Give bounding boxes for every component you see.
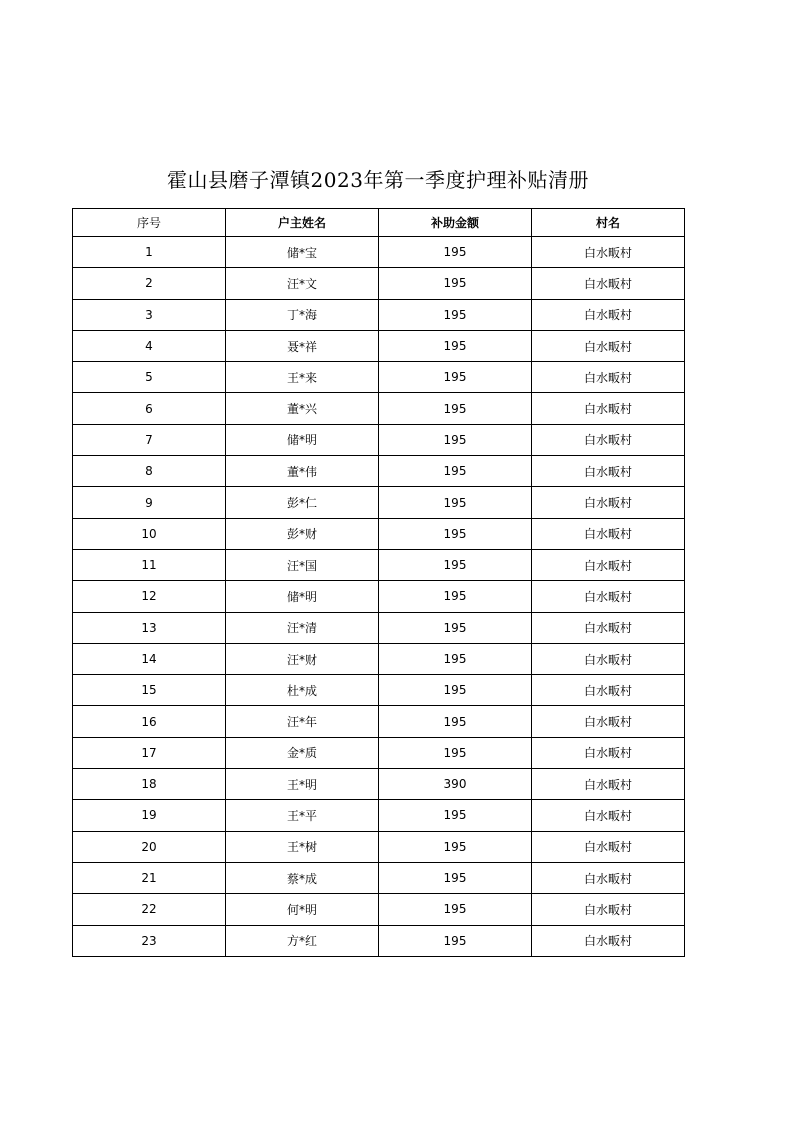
cell-village: 白水畈村 bbox=[532, 268, 685, 299]
cell-village: 白水畈村 bbox=[532, 769, 685, 800]
cell-village: 白水畈村 bbox=[532, 518, 685, 549]
table-body bbox=[73, 237, 685, 957]
cell-index: 11 bbox=[73, 549, 226, 580]
table-row bbox=[73, 800, 685, 831]
cell-village: 白水畈村 bbox=[532, 299, 685, 330]
cell-index: 23 bbox=[73, 925, 226, 956]
cell-index: 8 bbox=[73, 456, 226, 487]
table-row bbox=[73, 831, 685, 862]
cell-village: 白水畈村 bbox=[532, 330, 685, 361]
cell-household-head: 董*兴 bbox=[226, 393, 379, 424]
cell-village: 白水畈村 bbox=[532, 675, 685, 706]
cell-household-head: 聂*祥 bbox=[226, 330, 379, 361]
cell-village: 白水畈村 bbox=[532, 706, 685, 737]
cell-index: 22 bbox=[73, 894, 226, 925]
header-village: 村名 bbox=[532, 209, 685, 237]
cell-household-head: 王*平 bbox=[226, 800, 379, 831]
cell-household-head: 王*树 bbox=[226, 831, 379, 862]
cell-household-head: 蔡*成 bbox=[226, 862, 379, 893]
table-row bbox=[73, 737, 685, 768]
table-header bbox=[73, 209, 685, 237]
cell-index: 16 bbox=[73, 706, 226, 737]
cell-household-head: 杜*成 bbox=[226, 675, 379, 706]
header-row bbox=[73, 209, 685, 237]
cell-household-head: 储*明 bbox=[226, 581, 379, 612]
table-row bbox=[73, 894, 685, 925]
cell-household-head: 彭*财 bbox=[226, 518, 379, 549]
cell-village: 白水畈村 bbox=[532, 393, 685, 424]
cell-subsidy-amount: 195 bbox=[379, 299, 532, 330]
cell-village: 白水畈村 bbox=[532, 894, 685, 925]
table-row bbox=[73, 518, 685, 549]
cell-household-head: 董*伟 bbox=[226, 456, 379, 487]
cell-household-head: 金*质 bbox=[226, 737, 379, 768]
cell-household-head: 彭*仁 bbox=[226, 487, 379, 518]
subsidy-roster-table bbox=[72, 208, 685, 957]
cell-household-head: 丁*海 bbox=[226, 299, 379, 330]
header-index: 序号 bbox=[73, 209, 226, 237]
cell-index: 14 bbox=[73, 643, 226, 674]
cell-subsidy-amount: 195 bbox=[379, 675, 532, 706]
table-row bbox=[73, 330, 685, 361]
table-row bbox=[73, 612, 685, 643]
cell-village: 白水畈村 bbox=[532, 643, 685, 674]
cell-index: 7 bbox=[73, 424, 226, 455]
table-row bbox=[73, 769, 685, 800]
cell-subsidy-amount: 195 bbox=[379, 831, 532, 862]
cell-household-head: 汪*财 bbox=[226, 643, 379, 674]
cell-village: 白水畈村 bbox=[532, 612, 685, 643]
cell-index: 3 bbox=[73, 299, 226, 330]
cell-household-head: 汪*清 bbox=[226, 612, 379, 643]
cell-subsidy-amount: 195 bbox=[379, 424, 532, 455]
header-household-head: 户主姓名 bbox=[226, 209, 379, 237]
cell-household-head: 何*明 bbox=[226, 894, 379, 925]
cell-village: 白水畈村 bbox=[532, 237, 685, 268]
table-row bbox=[73, 581, 685, 612]
cell-subsidy-amount: 195 bbox=[379, 737, 532, 768]
cell-village: 白水畈村 bbox=[532, 831, 685, 862]
cell-subsidy-amount: 195 bbox=[379, 330, 532, 361]
cell-household-head: 汪*年 bbox=[226, 706, 379, 737]
cell-index: 9 bbox=[73, 487, 226, 518]
document-title: 霍山县磨子潭镇2023年第一季度护理补贴清册 bbox=[167, 168, 589, 192]
cell-subsidy-amount: 195 bbox=[379, 268, 532, 299]
cell-village: 白水畈村 bbox=[532, 800, 685, 831]
cell-subsidy-amount: 195 bbox=[379, 706, 532, 737]
cell-index: 13 bbox=[73, 612, 226, 643]
cell-village: 白水畈村 bbox=[532, 581, 685, 612]
table-row bbox=[73, 362, 685, 393]
cell-village: 白水畈村 bbox=[532, 549, 685, 580]
cell-village: 白水畈村 bbox=[532, 362, 685, 393]
cell-index: 6 bbox=[73, 393, 226, 424]
cell-index: 21 bbox=[73, 862, 226, 893]
cell-subsidy-amount: 195 bbox=[379, 894, 532, 925]
table-row bbox=[73, 424, 685, 455]
cell-subsidy-amount: 195 bbox=[379, 518, 532, 549]
cell-subsidy-amount: 195 bbox=[379, 456, 532, 487]
cell-subsidy-amount: 195 bbox=[379, 393, 532, 424]
cell-subsidy-amount: 195 bbox=[379, 612, 532, 643]
cell-index: 17 bbox=[73, 737, 226, 768]
table-row bbox=[73, 643, 685, 674]
cell-index: 2 bbox=[73, 268, 226, 299]
cell-subsidy-amount: 195 bbox=[379, 362, 532, 393]
cell-index: 10 bbox=[73, 518, 226, 549]
cell-index: 18 bbox=[73, 769, 226, 800]
cell-village: 白水畈村 bbox=[532, 862, 685, 893]
table-row bbox=[73, 456, 685, 487]
cell-household-head: 汪*文 bbox=[226, 268, 379, 299]
cell-index: 19 bbox=[73, 800, 226, 831]
table-row bbox=[73, 487, 685, 518]
cell-household-head: 储*明 bbox=[226, 424, 379, 455]
cell-village: 白水畈村 bbox=[532, 737, 685, 768]
cell-household-head: 王*来 bbox=[226, 362, 379, 393]
cell-subsidy-amount: 195 bbox=[379, 643, 532, 674]
cell-index: 4 bbox=[73, 330, 226, 361]
cell-village: 白水畈村 bbox=[532, 424, 685, 455]
cell-household-head: 汪*国 bbox=[226, 549, 379, 580]
cell-index: 20 bbox=[73, 831, 226, 862]
cell-subsidy-amount: 195 bbox=[379, 800, 532, 831]
cell-index: 1 bbox=[73, 237, 226, 268]
table-row bbox=[73, 862, 685, 893]
cell-village: 白水畈村 bbox=[532, 456, 685, 487]
table-row bbox=[73, 675, 685, 706]
cell-index: 12 bbox=[73, 581, 226, 612]
cell-subsidy-amount: 195 bbox=[379, 237, 532, 268]
cell-subsidy-amount: 390 bbox=[379, 769, 532, 800]
table-row bbox=[73, 393, 685, 424]
cell-index: 15 bbox=[73, 675, 226, 706]
cell-household-head: 王*明 bbox=[226, 769, 379, 800]
cell-household-head: 储*宝 bbox=[226, 237, 379, 268]
table-row bbox=[73, 925, 685, 956]
table-row bbox=[73, 268, 685, 299]
cell-household-head: 方*红 bbox=[226, 925, 379, 956]
cell-village: 白水畈村 bbox=[532, 925, 685, 956]
cell-subsidy-amount: 195 bbox=[379, 549, 532, 580]
cell-subsidy-amount: 195 bbox=[379, 487, 532, 518]
cell-village: 白水畈村 bbox=[532, 487, 685, 518]
table-row bbox=[73, 706, 685, 737]
table-row bbox=[73, 549, 685, 580]
header-subsidy-amount: 补助金额 bbox=[379, 209, 532, 237]
cell-subsidy-amount: 195 bbox=[379, 925, 532, 956]
table-row bbox=[73, 299, 685, 330]
table-row bbox=[73, 237, 685, 268]
cell-subsidy-amount: 195 bbox=[379, 862, 532, 893]
cell-index: 5 bbox=[73, 362, 226, 393]
cell-subsidy-amount: 195 bbox=[379, 581, 532, 612]
